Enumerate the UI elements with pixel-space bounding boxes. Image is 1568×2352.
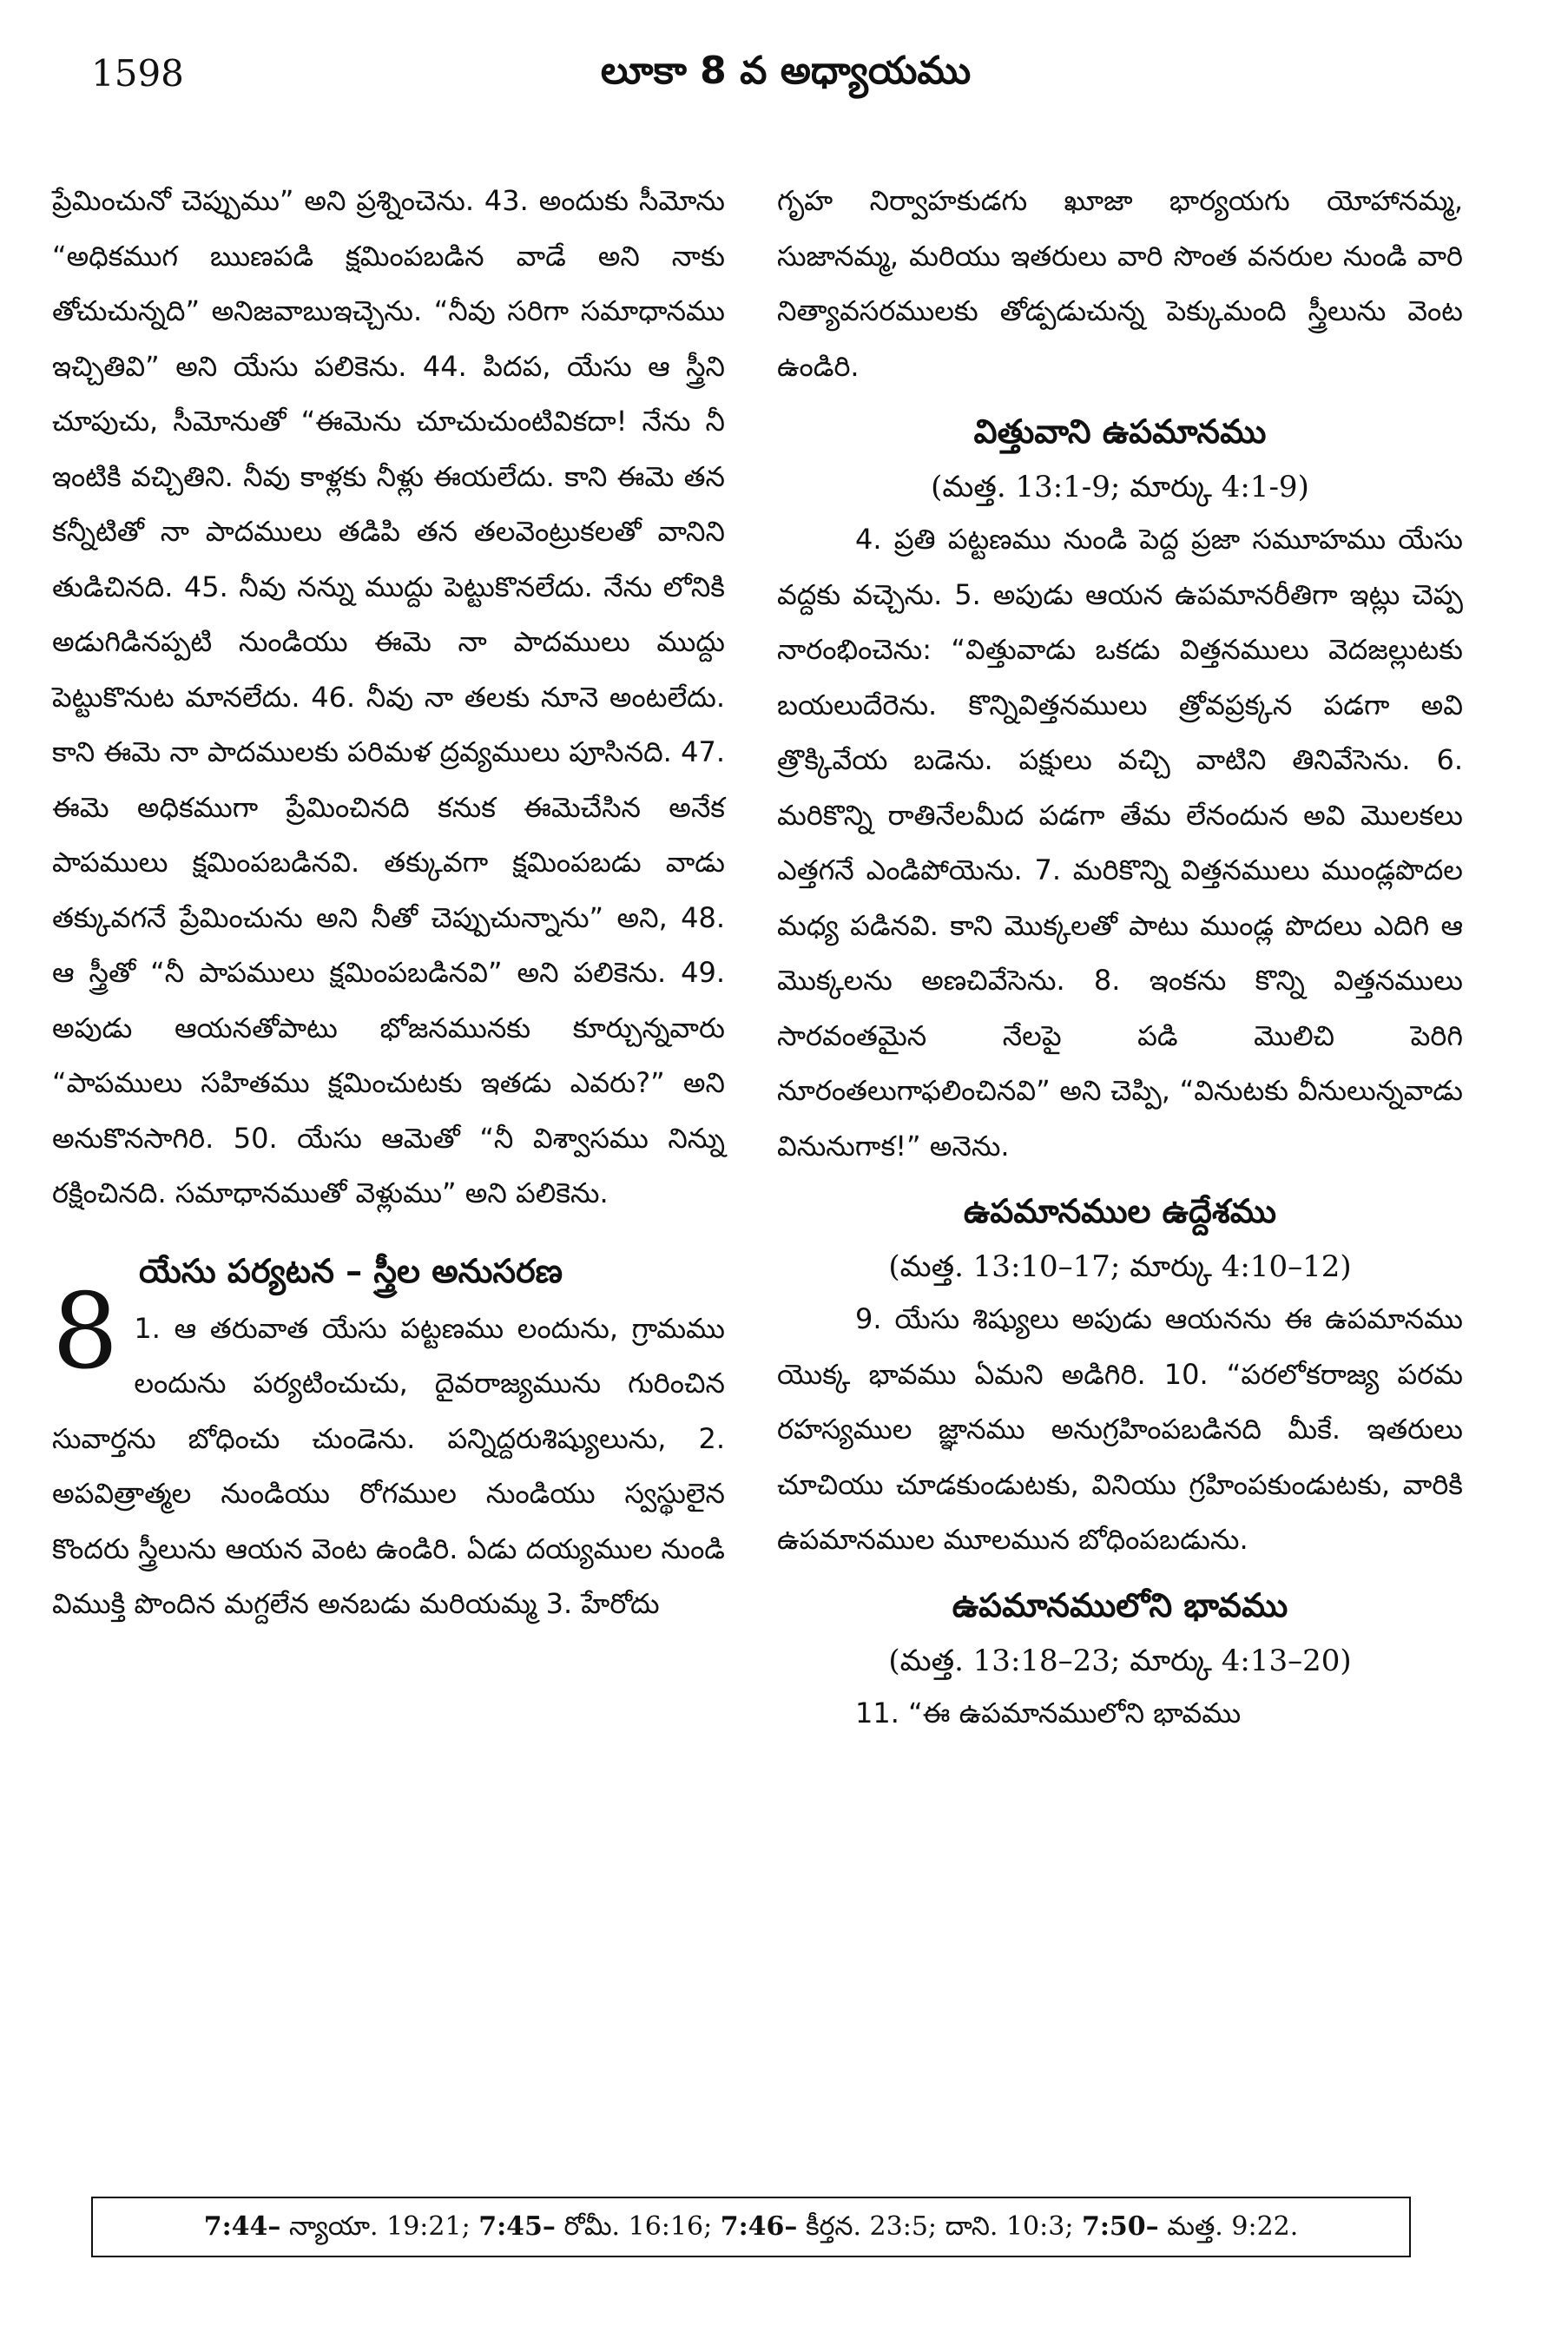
- section-heading: ఉపమానముల ఉద్దేశము: [963, 1192, 1277, 1230]
- section-reference: (మత్త. 13:1-9; మార్కు 4:1-9): [931, 470, 1309, 504]
- body-paragraph: గృహ నిర్వాహకుడగు ఖూజా భార్యయగు యోహానమ్మ, సుజానమ్మ, మరియు ఇతరులు వారి సొంత వనరుల నుండి వారి నిత్యావసరములకు తోడ్పడుచున్న పెక్కుమంది స్త్రీలును వెంట ఉండిరి.: [777, 184, 1463, 383]
- chapter-text: 1. ఆ తరువాత యేసు పట్టణము లందును, గ్రామము లందును పర్యటించుచు, దైవరాజ్యమును గురించిన సువార్తను బోధించు చుండెను. పన్నిద్దరుశిష్యులును, 2. అపవిత్రాత్మల నుండియు రోగముల నుండియు స్వస్థులైన కొందరు స్త్రీలును ఆయన వెంట ఉండిరి. ఏడు దయ్యముల నుండి విముక్తి పొందిన మగ్దలేన అనబడు మరియమ్మ 3. హేరోదు: [52, 1311, 725, 1620]
- footnote-ref: 7:46–: [720, 2211, 798, 2242]
- footnote-ref: 7:45–: [478, 2211, 556, 2242]
- chapter-heading: యేసు పర్యటన – స్త్రీల అనుసరణ: [139, 1251, 563, 1290]
- section-heading: విత్తువాని ఉపమానము: [973, 412, 1267, 451]
- chapter-number: 8: [52, 1271, 119, 1393]
- section-reference: (మత్త. 13:10–17; మార్కు 4:10–12): [888, 1249, 1352, 1284]
- body-paragraph: 11. “ఈ ఉపమానములోని భావము: [855, 1696, 1242, 1729]
- chapter-start: [52, 1241, 725, 1632]
- footnote-text: మత్త. 9:22.: [1158, 2211, 1299, 2242]
- right-column: [777, 174, 1463, 1741]
- footnote-ref: 7:44–: [203, 2211, 281, 2242]
- chapter-paragraph: [52, 1271, 725, 1632]
- footnote-text: రోమీ. 16:16;: [555, 2211, 721, 2242]
- body-paragraph: 4. ప్రతి పట్టణము నుండి పెద్ద ప్రజా సమూహము యేసు వద్దకు వచ్చెను. 5. అపుడు ఆయన ఉపమానరీతిగా ఇట్లు చెప్ప నారంభించెను: “విత్తువాడు ఒకడు విత్తనములు వెదజల్లుటకు బయలుదేరెను. కొన్నివిత్తనములు త్రోవప్రక్కన పడగా అవి త్రొక్కివేయ బడెను. పక్షులు వచ్చి వాటిని తినివేసెను. 6. మరికొన్ని రాతినేలమీద పడగా తేమ లేనందున అవి మొలకలు ఎత్తగనే ఎండిపోయెను. 7. మరికొన్ని విత్తనములు ముండ్లపొదల మధ్య పడినవి. కాని మొక్కలతో పాటు ముండ్ల పొదలు ఎదిగి ఆ మొక్కలను అణచివేసెను. 8. ఇంకను కొన్ని విత్తనములు సారవంతమైన నేలపై పడి మొలిచి పెరిగి నూరంతలుగాఫలించినవి” అని చెప్పి, “వినుటకు వీనులున్నవాడు వినునుగాక!” అనెను.: [777, 523, 1463, 1163]
- section-heading: ఉపమానములోని భావము: [952, 1585, 1288, 1624]
- footnote-text: న్యాయా. 19:21;: [280, 2211, 479, 2242]
- left-column: [52, 174, 725, 1632]
- body-paragraph: 9. యేసు శిష్యులు అపుడు ఆయనను ఈ ఉపమానము యొక్క భావము ఏమని అడిగిరి. 10. “పరలోకరాజ్య పరమ రహస్యముల జ్ఞానము అనుగ్రహింపబడినది మీకే. ఇతరులు చూచియు చూడకుండుటకు, వినియు గ్రహింపకుండుటకు, వారికి ఉపమానముల మూలమున బోధింపబడును.: [777, 1302, 1463, 1556]
- footnote-ref: 7:50–: [1081, 2211, 1159, 2242]
- running-title: లూకా 8 వ అధ్యాయము: [600, 49, 972, 93]
- page-number: 1598: [91, 52, 184, 95]
- section-reference: (మత్త. 13:18–23; మార్కు 4:13–20): [888, 1643, 1352, 1678]
- footnote-box: [91, 2197, 1411, 2257]
- body-paragraph: ప్రేమించునో చెప్పుము” అని ప్రశ్నించెను. 43. అందుకు సీమోను “అధికముగ ఋణపడి క్షమింపబడిన వాడే అని నాకు తోచుచున్నది” అనిజవాబుఇచ్చెను. “నీవు సరిగా సమాధానము ఇచ్చితివి” అని యేసు పలికెను. 44. పిదప, యేసు ఆ స్త్రీని చూపుచు, సీమోనుతో “ఈమెను చూచుచుంటివికదా! నేను నీ ఇంటికి వచ్చితిని. నీవు కాళ్లకు నీళ్లు ఈయలేదు. కాని ఈమె తన కన్నీటితో నా పాదములు తడిపి తన తలవెంట్రుకలతో వానిని తుడిచినది. 45. నీవు నన్ను ముద్దు పెట్టుకొనలేదు. నేను లోనికి అడుగిడినప్పటి నుండియు ఈమె నా పాదములు ముద్దు పెట్టుకొనుట మానలేదు. 46. నీవు నా తలకు నూనె అంటలేదు. కాని ఈమె నా పాదములకు పరిమళ ద్రవ్యములు పూసినది. 47. ఈమె అధికముగా ప్రేమించినది కనుక ఈమెచేసిన అనేక పాపములు క్షమింపబడినవి. తక్కువగా క్షమింపబడు వాడు తక్కువగనే ప్రేమించును అని నీతో చెప్పుచున్నాను” అని, 48. ఆ స్త్రీతో “నీ పాపములు క్షమింపబడినవి” అని పలికెను. 49. అపుడు ఆయనతోపాటు భోజనమునకు కూర్చున్నవారు “పాపములు సహితము క్షమించుటకు ఇతడు ఎవరు?” అని అనుకొనసాగిరి. 50. యేసు ఆమెతో “నీ విశ్వాసము నిన్ను రక్షించినది. సమాధానముతో వెళ్లుము” అని పలికెను.: [52, 184, 725, 1209]
- footnote-text: కీర్తన. 23:5; దాని. 10:3;: [797, 2211, 1082, 2242]
- page-header: [91, 43, 1480, 113]
